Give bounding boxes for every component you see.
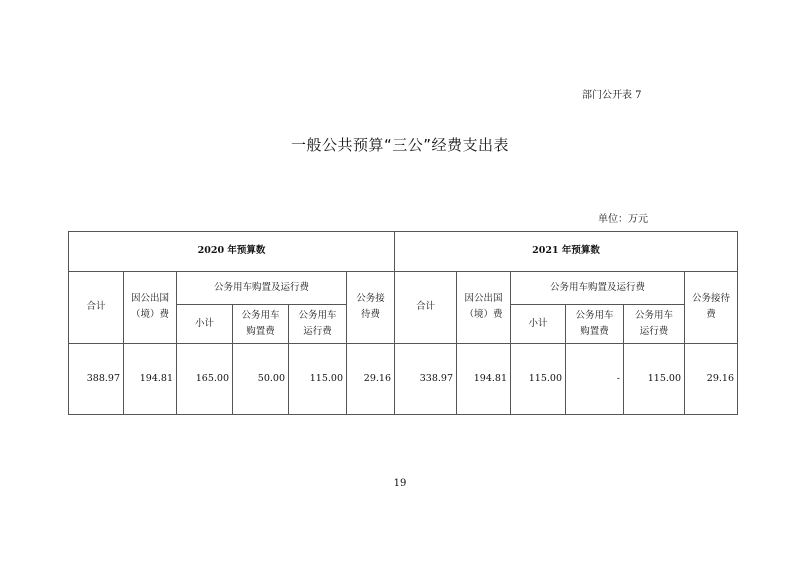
header-abroad-2020: 因公出国 （境）费 xyxy=(124,271,177,343)
header-subtotal-2021: 小计 xyxy=(511,305,566,343)
header-vehicle-2020: 公务用车购置及运行费 xyxy=(177,271,347,305)
header-total-2021: 合计 xyxy=(395,271,457,343)
year-header-row xyxy=(69,232,738,272)
value-reception-2020: 29.16 xyxy=(347,343,395,414)
value-abroad-2020: 194.81 xyxy=(124,343,177,414)
value-subtotal-2021: 115.00 xyxy=(511,343,566,414)
budget-table xyxy=(68,231,738,415)
value-reception-2021: 29.16 xyxy=(685,343,738,414)
year-2020-header: 2020 年预算数 xyxy=(69,232,395,272)
header-reception-2020: 公务接 待费 xyxy=(347,271,395,343)
table-number: 部门公开表 7 xyxy=(582,90,642,101)
value-purchase-2021: - xyxy=(566,343,624,414)
header-total-2020: 合计 xyxy=(69,271,124,343)
unit-label: 单位：万元 xyxy=(598,214,648,225)
column-header-row xyxy=(69,271,738,305)
value-total-2021: 338.97 xyxy=(395,343,457,414)
header-operation-2021: 公务用车 运行费 xyxy=(624,305,685,343)
value-subtotal-2020: 165.00 xyxy=(177,343,233,414)
value-abroad-2021: 194.81 xyxy=(457,343,511,414)
header-subtotal-2020: 小计 xyxy=(177,305,233,343)
page-number: 19 xyxy=(393,478,407,489)
header-operation-2020: 公务用车 运行费 xyxy=(289,305,347,343)
page-title: 一般公共预算“三公”经费支出表 xyxy=(290,136,510,154)
value-operation-2020: 115.00 xyxy=(289,343,347,414)
table-row xyxy=(69,343,738,414)
header-purchase-2021: 公务用车 购置费 xyxy=(566,305,624,343)
header-vehicle-2021: 公务用车购置及运行费 xyxy=(511,271,685,305)
value-operation-2021: 115.00 xyxy=(624,343,685,414)
header-purchase-2020: 公务用车 购置费 xyxy=(233,305,289,343)
value-total-2020: 388.97 xyxy=(69,343,124,414)
value-purchase-2020: 50.00 xyxy=(233,343,289,414)
year-2021-header: 2021 年预算数 xyxy=(395,232,738,272)
header-reception-2021: 公务接待 费 xyxy=(685,271,738,343)
header-abroad-2021: 因公出国 （境）费 xyxy=(457,271,511,343)
